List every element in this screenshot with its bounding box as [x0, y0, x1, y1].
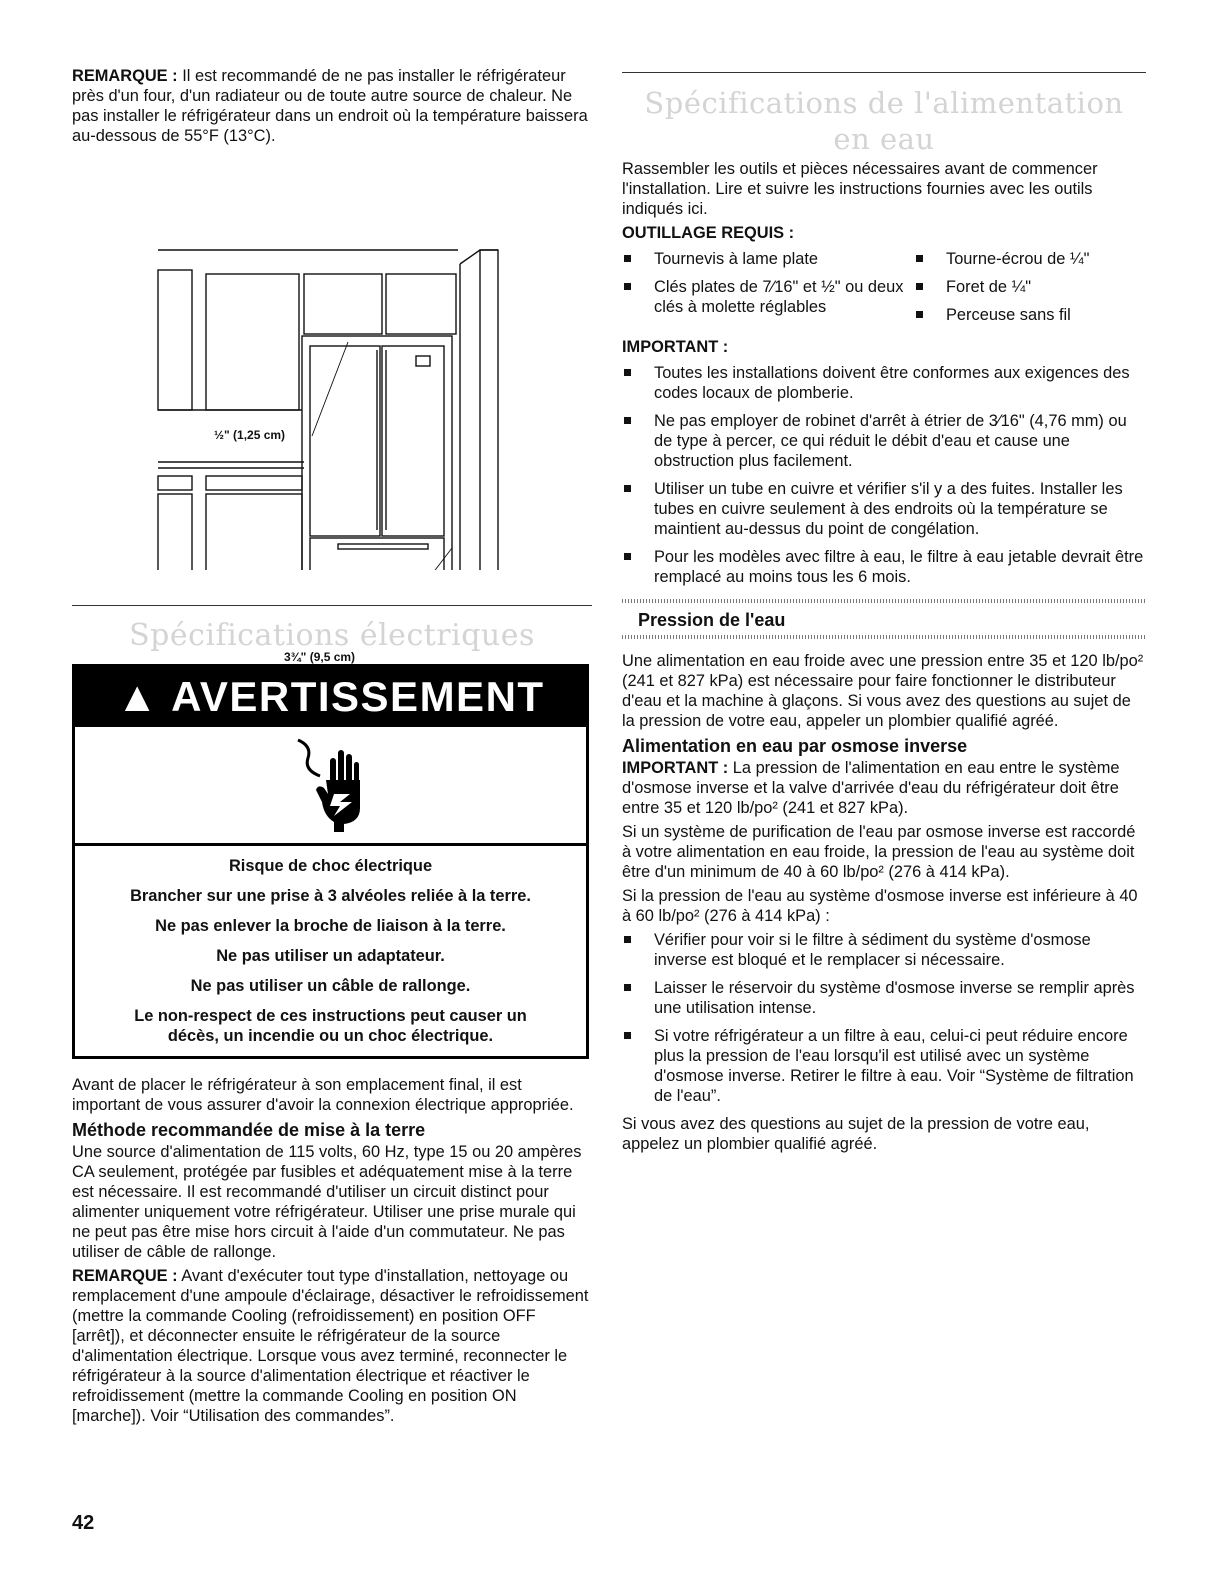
warning-line: Brancher sur une prise à 3 alvéoles reliée à la terre. — [130, 887, 531, 905]
hatched-divider — [622, 635, 1146, 639]
note-text: Il est recommandé de ne pas installer le réfrigérateur près d'un four, d'un radiateur ou de toute autre source de chaleur. Ne pas installer le réfrigérateur dans un endroit où la température baissera au-dessous de 55°F (13°C). — [72, 67, 588, 145]
warning-line: Risque de choc électrique — [228, 857, 433, 875]
ro-list — [622, 930, 1146, 1106]
electrical-section — [72, 605, 592, 1430]
section-divider — [72, 605, 592, 606]
refrigerator-clearance-diagram — [72, 150, 592, 570]
important-heading: IMPORTANT : — [622, 338, 729, 356]
clearance-label-bottom: 3¾" (9,5 cm) — [284, 650, 356, 664]
list-item: Tournevis à lame plate — [622, 249, 914, 269]
pressure-heading: Pression de l'eau — [638, 610, 786, 630]
warning-line: Ne pas enlever la broche de liaison à la terre. — [155, 917, 506, 935]
note-label: REMARQUE : — [72, 1267, 178, 1285]
tools-heading: OUTILLAGE REQUIS : — [622, 224, 795, 242]
list-item: Tourne-écrou de ¼" — [914, 249, 1146, 269]
note-label: REMARQUE : — [72, 67, 178, 85]
warning-title: AVERTISSEMENT — [171, 673, 545, 720]
warning-line: Le non-respect de ces instructions peut causer un décès, un incendie ou un choc électrique. — [134, 1007, 527, 1045]
ro-paragraph: Si la pression de l'eau au système d'osmose inverse est inférieure à 40 à 60 lb/po² (276 à 414 kPa) : — [622, 887, 1138, 925]
list-item: Clés plates de 7⁄16" et ½" ou deux clés à molette réglables — [622, 277, 914, 317]
water-intro: Rassembler les outils et pièces nécessaires avant de commencer l'installation. Lire et suivre les instructions fournies avec les outils indiqués ici. — [622, 160, 1098, 218]
list-item: Foret de ¼" — [914, 277, 1146, 297]
section-divider — [622, 72, 1146, 73]
list-item: Utiliser un tube en cuivre et vérifier s'il y a des fuites. Installer les tubes en cuivre seulement à des endroits où la température se maintient au-dessus du point de congélation. — [622, 479, 1146, 539]
list-item: Toutes les installations doivent être conformes aux exigences des codes locaux de plomberie. — [622, 363, 1146, 403]
list-item: Pour les modèles avec filtre à eau, le filtre à eau jetable devrait être remplacé au moins tous les 6 mois. — [622, 547, 1146, 587]
list-item: Vérifier pour voir si le filtre à sédiment du système d'osmose inverse est bloqué et le remplacer si nécessaire. — [622, 930, 1146, 970]
list-item: Perceuse sans fil — [914, 305, 1146, 325]
warning-header — [75, 667, 586, 727]
important-label: IMPORTANT : — [622, 759, 729, 777]
note-text: Avant d'exécuter tout type d'installation, nettoyage ou remplacement d'une ampoule d'éclairage, désactiver le refroidissement (mettre la commande Cooling (refroidissement) en position OFF [arrêt]), et déconnecter ensuite le réfrigérateur de la source d'alimentation électrique. Lorsque vous avez terminé, reconnecter le réfrigérateur à la source d'alimentation électrique et réactiver le refroidissement (mettre la commande Cooling en position ON [marche]). Voir “Utilisation des commandes”. — [72, 1267, 589, 1425]
note-paragraph-2 — [72, 1266, 592, 1426]
section-title-electrical: Spécifications électriques — [129, 618, 535, 653]
shock-hazard-icon — [75, 727, 586, 846]
grounding-text: Une source d'alimentation de 115 volts, 60 Hz, type 15 ou 20 ampères CA seulement, protégée par fusibles et adéquatement mise à la terre est nécessaire. Il est recommandé d'utiliser un circuit distinct pour alimenter uniquement votre réfrigérateur. Utiliser une prise murale qui ne peut pas être mise hors circuit à l'aide d'un commutateur. Ne pas utiliser de câble de rallonge. — [72, 1143, 582, 1261]
tools-column-2 — [914, 249, 1146, 333]
clearance-label-top: ½" (1,25 cm) — [214, 428, 286, 442]
hatched-divider — [622, 599, 1146, 603]
reverse-osmosis-heading: Alimentation en eau par osmose inverse — [622, 736, 968, 756]
list-item: Ne pas employer de robinet d'arrêt à étrier de 3⁄16" (4,76 mm) ou de type à percer, ce qui réduit le débit d'eau et cause une obstruction plus facilement. — [622, 411, 1146, 471]
page-number: 42 — [72, 1512, 95, 1534]
tools-column-1 — [622, 249, 914, 333]
tools-list — [622, 249, 1146, 333]
warning-box — [72, 664, 589, 1059]
ro-important — [622, 758, 1146, 818]
electrical-intro: Avant de placer le réfrigérateur à son emplacement final, il est important de vous assurer d'avoir la connexion électrique appropriée. — [72, 1076, 574, 1114]
list-item: Laisser le réservoir du système d'osmose inverse se remplir après une utilisation intense. — [622, 978, 1146, 1018]
note-paragraph — [72, 66, 592, 146]
closing-paragraph: Si vous avez des questions au sujet de la pression de votre eau, appelez un plombier qualifié agréé. — [622, 1115, 1090, 1153]
important-list — [622, 363, 1146, 587]
section-title-water: Spécifications de l'alimentation en eau — [644, 86, 1124, 156]
list-item: Si votre réfrigérateur a un filtre à eau, celui-ci peut réduire encore plus la pression de l'eau lorsqu'il est utilisé avec un système d'osmose inverse. Retirer le filtre à eau. Voir “Système de filtration de l'eau”. — [622, 1026, 1146, 1106]
warning-triangle-icon: ▲ — [116, 673, 160, 720]
right-column — [622, 66, 1146, 1158]
ro-important-text: La pression de l'alimentation en eau entre le système d'osmose inverse et la valve d'arrivée d'eau du réfrigérateur doit être entre 35 et 120 lb/po² (241 et 827 kPa). — [622, 759, 1120, 817]
pressure-text: Une alimentation en eau froide avec une pression entre 35 et 120 lb/po² (241 et 827 kPa) est nécessaire pour faire fonctionner le distributeur d'eau et la machine à glaçons. Si vous avez des questions au sujet de la pression de votre eau, appeler un plombier qualifié agréé. — [622, 652, 1144, 730]
warning-body — [75, 846, 586, 1056]
grounding-heading: Méthode recommandée de mise à la terre — [72, 1120, 426, 1140]
warning-line: Ne pas utiliser un câble de rallonge. — [190, 977, 471, 995]
warning-line: Ne pas utiliser un adaptateur. — [216, 947, 445, 965]
ro-paragraph: Si un système de purification de l'eau par osmose inverse est raccordé à votre alimentation en eau froide, la pression de l'eau au système doit être d'un minimum de 40 à 60 lb/po² (276 à 414 kPa). — [622, 823, 1136, 881]
